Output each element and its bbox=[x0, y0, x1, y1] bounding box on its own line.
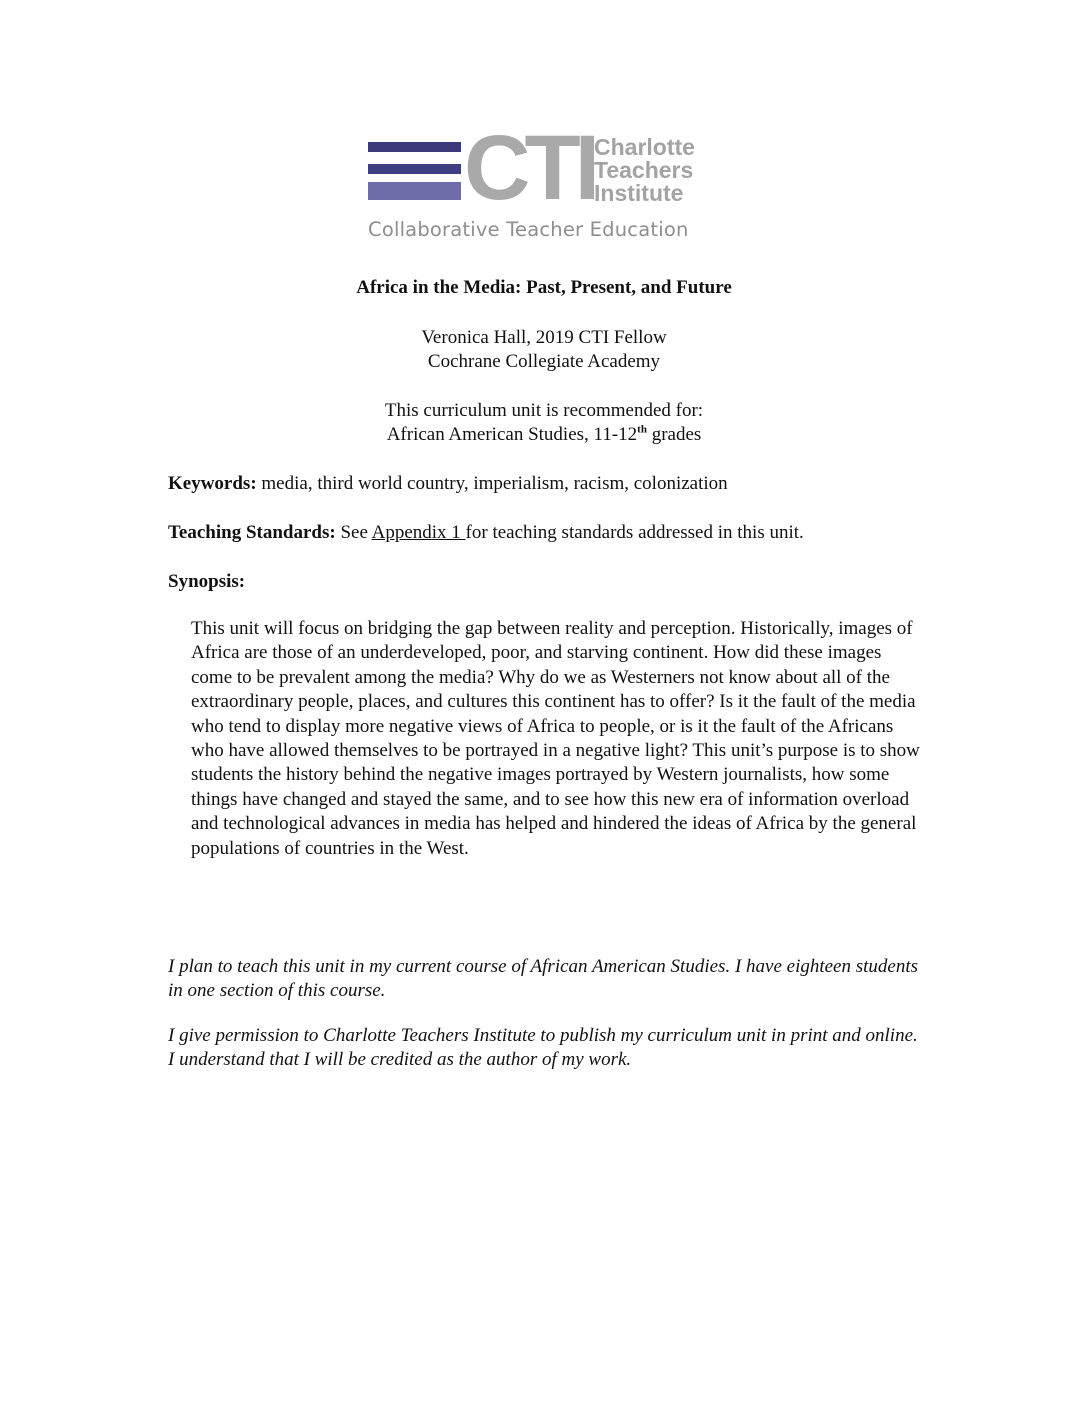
permission-statement: I give permission to Charlotte Teachers Institute to publish my curriculum unit in print and online. I understand that I will be credited as the author of my work. bbox=[168, 1025, 918, 1070]
author-name: Veronica Hall, 2019 CTI Fellow bbox=[421, 327, 667, 348]
appendix-link[interactable]: Appendix 1 bbox=[371, 522, 466, 543]
logo-cti-letters: CTI bbox=[464, 117, 595, 219]
grade-superscript: th bbox=[637, 423, 647, 436]
cti-logo bbox=[368, 117, 720, 244]
teaching-plan-statement: I plan to teach this unit in my current course of African American Studies. I have eighteen students in one section of this course. bbox=[168, 956, 919, 1001]
logo-bar-top bbox=[368, 142, 461, 152]
logo-name-line: Institute bbox=[594, 180, 684, 206]
synopsis-paragraph: This unit will focus on bridging the gap between reality and perception. Historically, images of Africa are those of an underdeveloped, poor, and starving continent. How did these images come to be prevalent among the media? Why do we as Westerners not know about all of the extraordinary people, places, and cultures this continent has to offer? Is it the fault of the media who tend to display more negative views of Africa to people, or is it the fault of the Africans who have allowed themselves to be portrayed in a negative light? This unit’s purpose is to show students the history behind the negative images portrayed by Western journalists, how some things have changed and stayed the same, and to see how this new era of information overload and technological advances in media has helped and hindered the ideas of Africa by the general populations of countries in the West. bbox=[191, 618, 920, 859]
unit-title: Africa in the Media: Past, Present, and Future bbox=[356, 277, 732, 298]
recommended-course bbox=[0, 423, 1088, 447]
teaching-standards-line bbox=[168, 521, 928, 545]
standards-post: for teaching standards addressed in this unit. bbox=[465, 522, 804, 543]
keywords-text: media, third world country, imperialism, racism, colonization bbox=[256, 473, 728, 494]
logo-bar-bottom bbox=[368, 182, 461, 200]
recommended-intro: This curriculum unit is recommended for: bbox=[384, 400, 704, 421]
synopsis-heading: Synopsis: bbox=[168, 571, 246, 592]
logo-institute-name bbox=[594, 136, 695, 205]
school-name: Cochrane Collegiate Academy bbox=[427, 351, 661, 372]
grade-suffix: grades bbox=[646, 424, 702, 445]
standards-pre: See bbox=[335, 522, 372, 543]
recommendation-block bbox=[0, 399, 1088, 447]
standards-label: Teaching Standards: bbox=[168, 522, 336, 543]
logo-name-line: Teachers bbox=[594, 157, 694, 183]
logo-bar-middle bbox=[368, 164, 461, 174]
keywords-label: Keywords: bbox=[168, 473, 257, 494]
course-text: African American Studies, 11-12 bbox=[386, 424, 638, 445]
logo-bars-mark bbox=[368, 142, 461, 208]
author-block bbox=[0, 326, 1088, 374]
keywords-line bbox=[168, 472, 928, 496]
logo-name-line: Charlotte bbox=[594, 134, 695, 160]
logo-tagline: Collaborative Teacher Education bbox=[368, 218, 689, 241]
